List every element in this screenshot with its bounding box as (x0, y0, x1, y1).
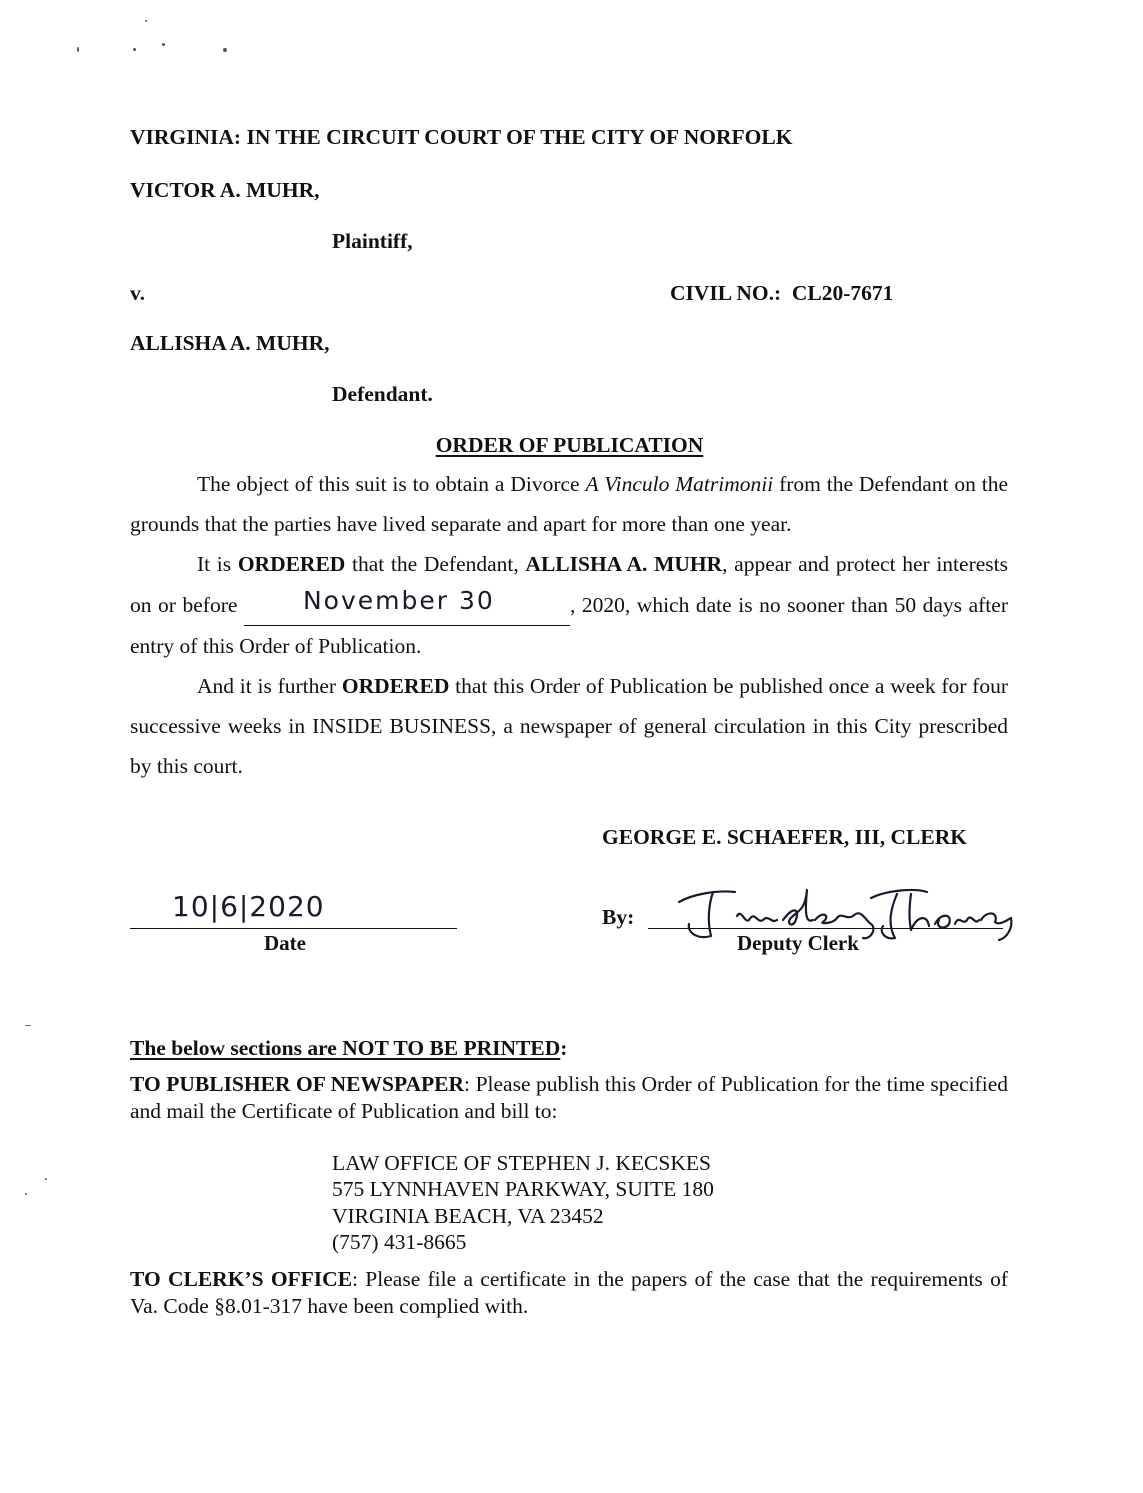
plaintiff-name: VICTOR A. MUHR, (130, 178, 320, 202)
by-label: By: (602, 905, 635, 929)
handwritten-entry-date: 10|6|2020 (172, 890, 325, 923)
appearance-date-blank (244, 584, 570, 626)
defendant-role: Defendant. (332, 382, 433, 406)
clerk-name: GEORGE E. SCHAEFER, III, CLERK (602, 825, 967, 849)
latin-phrase: A Vinculo Matrimonii (585, 472, 774, 496)
scan-speck (145, 20, 147, 22)
clerk-office-paragraph: TO CLERK’S OFFICE: Please file a certificate in the papers of the case that the requirements of Va. Code §8.01-317 have been complied with. (130, 1267, 1008, 1318)
not-printed-heading: The below sections are NOT TO BE PRINTED: (130, 1036, 568, 1060)
billing-address (332, 1150, 714, 1255)
date-label: Date (264, 931, 306, 955)
civil-number-label: CIVIL NO.: (670, 281, 782, 305)
civil-number-value: CL20-7671 (791, 281, 894, 305)
scan-speck (162, 43, 165, 46)
clerk-office-label: TO CLERK’S OFFICE (130, 1267, 353, 1291)
scan-speck (45, 1178, 47, 1180)
deputy-clerk-label: Deputy Clerk (737, 931, 859, 955)
scan-speck (223, 48, 227, 52)
address-line: (757) 431-8665 (332, 1229, 467, 1254)
defendant-name: ALLISHA A. MUHR, (130, 331, 330, 355)
address-line: VIRGINIA BEACH, VA 23452 (332, 1203, 604, 1228)
date-line (130, 928, 457, 929)
publisher-label: TO PUBLISHER OF NEWSPAPER (130, 1072, 465, 1096)
address-line: LAW OFFICE OF STEPHEN J. KECSKES (332, 1151, 711, 1175)
handwritten-appearance-date: November 30 (302, 586, 495, 615)
publisher-instructions (130, 1071, 1008, 1124)
paragraph-appearance: It is ORDERED that the Defendant, ALLISHA A. MUHR, appear and protect her interests on or before November 30 , 2020, which date is no sooner than 50 days after entry of this Order of Publication. (130, 552, 1008, 658)
court-heading: VIRGINIA: IN THE CIRCUIT COURT OF THE CITY OF NORFOLK (130, 125, 793, 149)
paragraph-object: The object of this suit is to obtain a Divorce A Vinculo Matrimonii from the Defendant on the grounds that the parties have lived separate and apart for more than one year. (130, 472, 1008, 536)
plaintiff-role: Plaintiff, (332, 229, 413, 253)
clerk-office-instructions (130, 1266, 1008, 1319)
scan-speck (133, 48, 136, 51)
defendant-bold-name: ALLISHA A. MUHR (525, 552, 723, 576)
versus-label: v. (130, 281, 145, 305)
clerk-signature (665, 880, 1015, 950)
address-line: 575 LYNNHAVEN PARKWAY, SUITE 180 (332, 1177, 714, 1202)
scan-speck (77, 47, 79, 52)
order-body (130, 464, 1008, 786)
civil-number (670, 281, 893, 305)
scan-speck (25, 1193, 27, 1195)
paragraph-publication: And it is further ORDERED that this Order of Publication be published once a week for four successive weeks in INSIDE BUSINESS, a newspaper of general circulation in this City prescribed by this court. (130, 674, 1008, 778)
scan-speck (25, 1025, 31, 1026)
document-title: ORDER OF PUBLICATION (435, 433, 704, 457)
publisher-paragraph: TO PUBLISHER OF NEWSPAPER: Please publish this Order of Publication for the time specified and mail the Certificate of Publication and bill to: (130, 1072, 1008, 1123)
